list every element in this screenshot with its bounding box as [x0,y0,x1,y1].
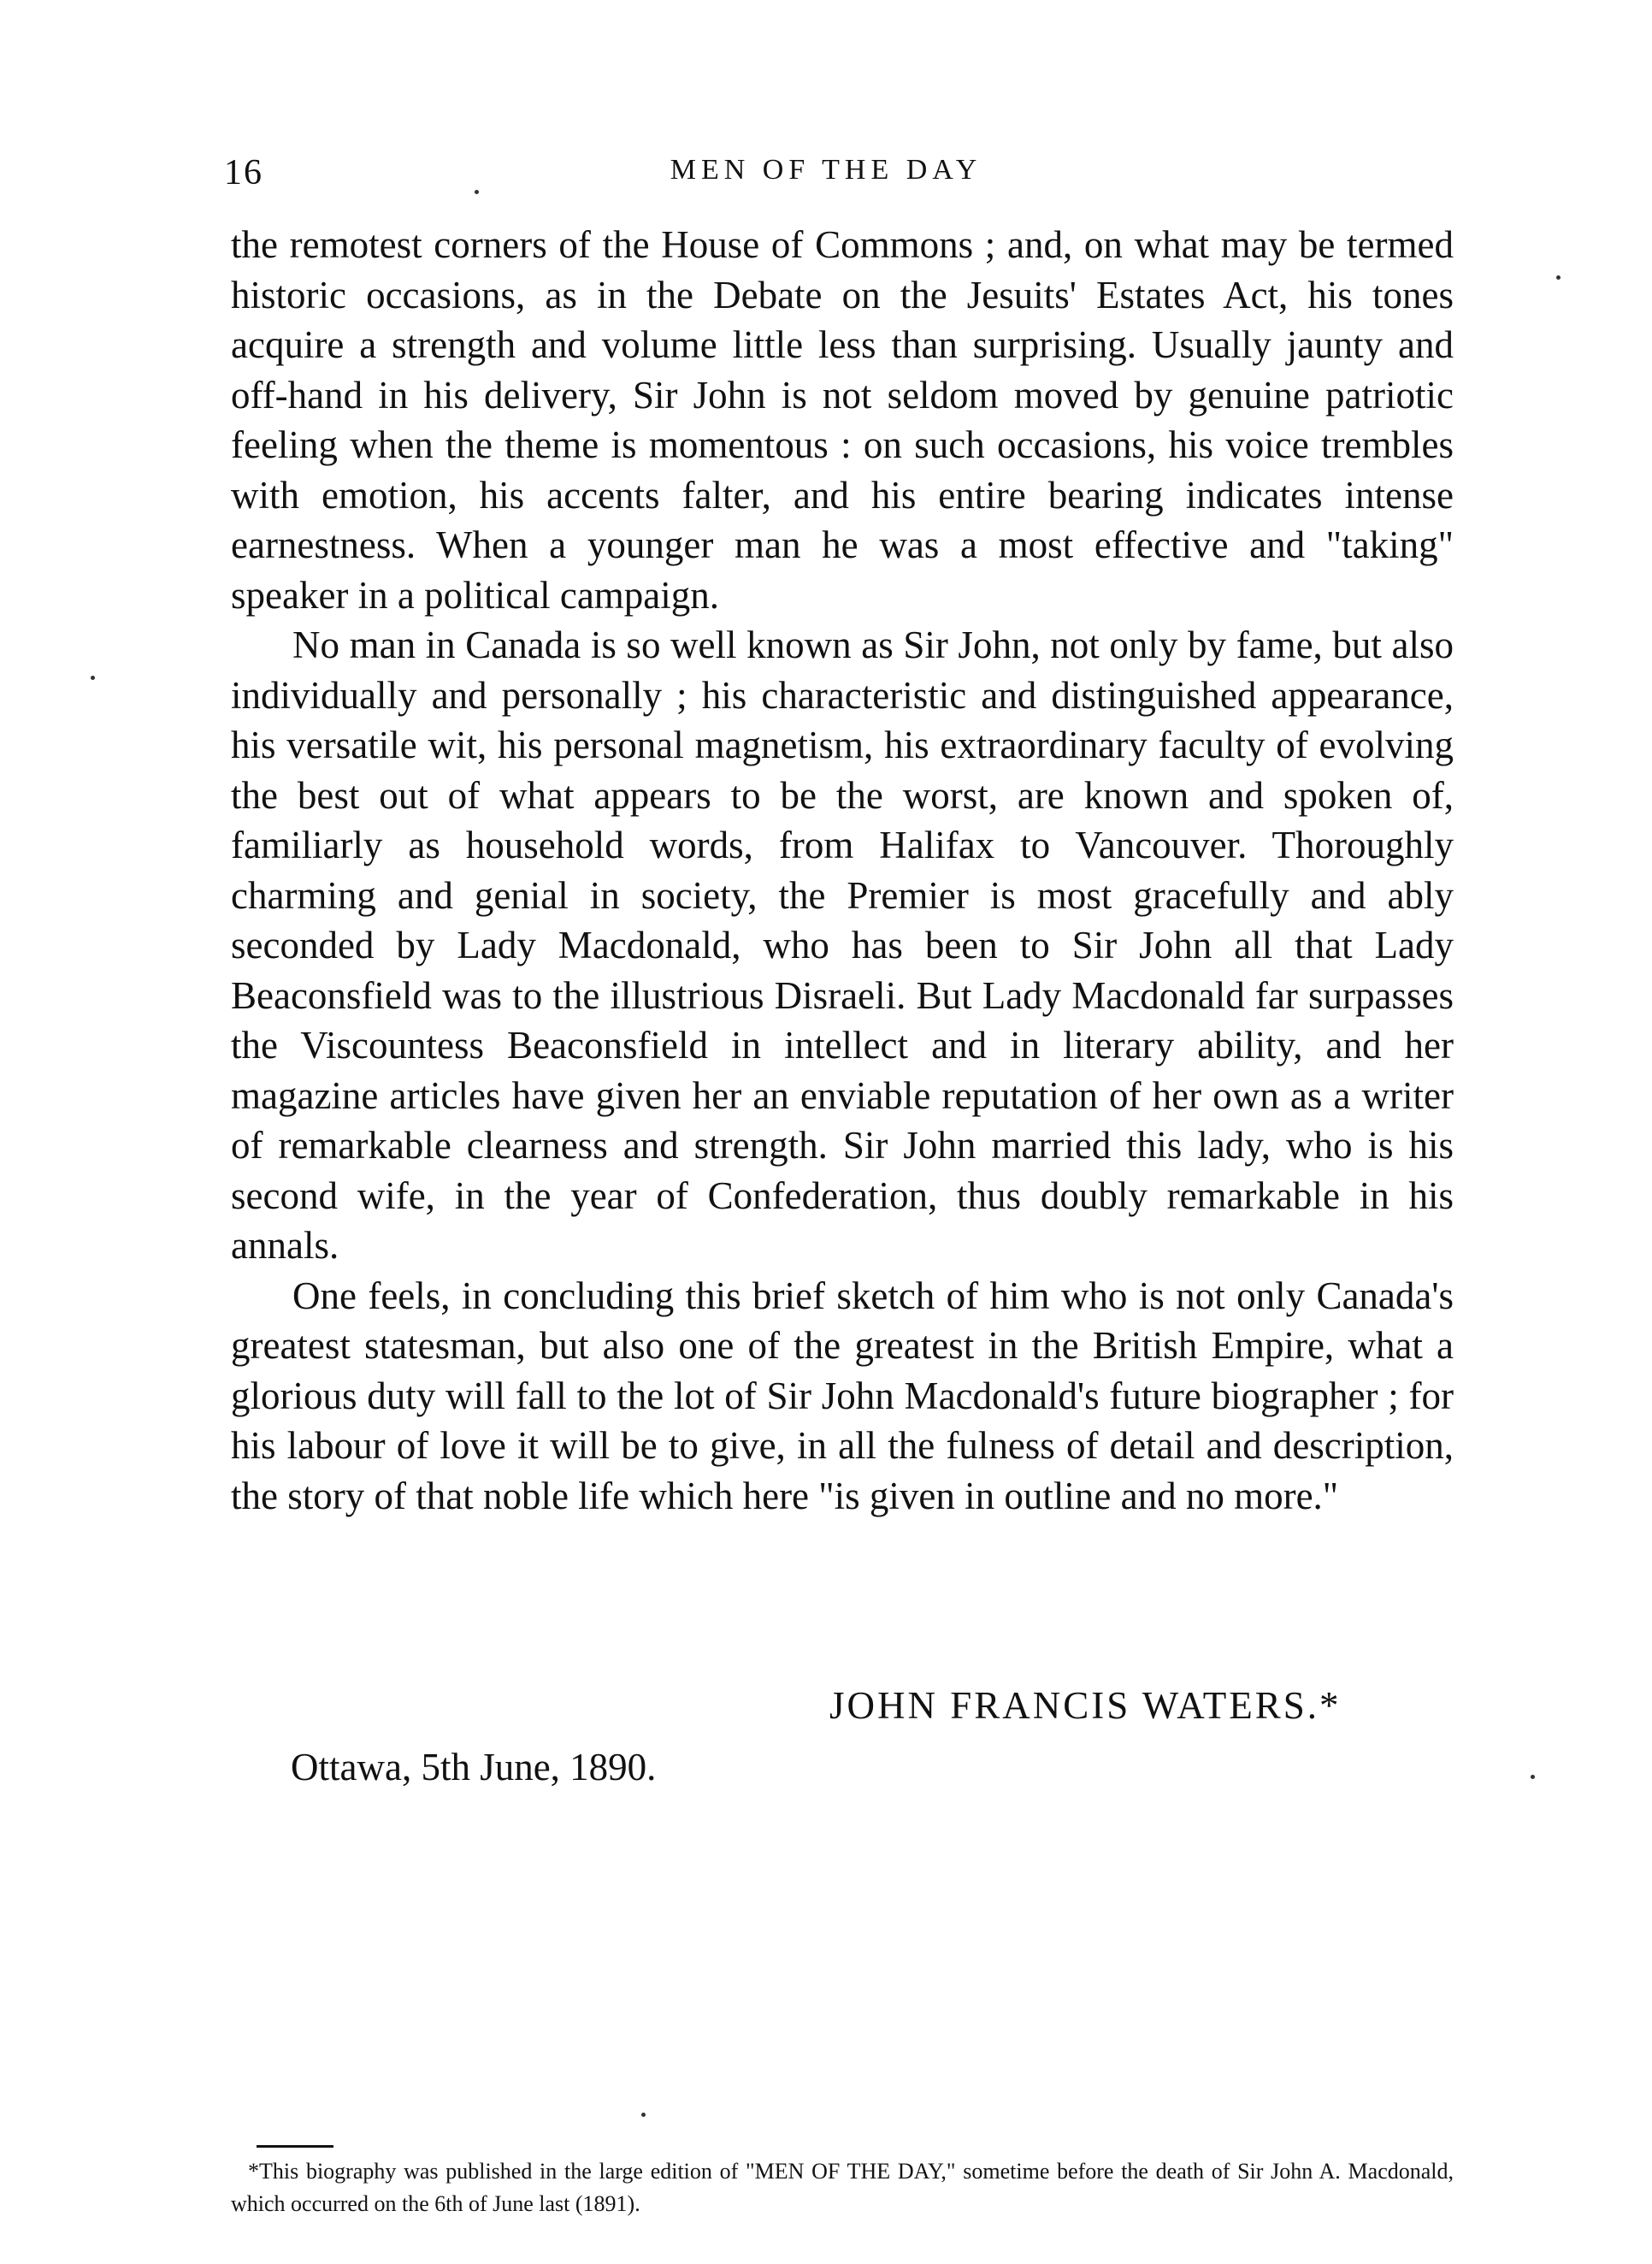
print-speck [1556,275,1561,280]
print-speck [641,2113,646,2117]
footnote: *This biography was published in the large edition of "MEN OF THE DAY," sometime before the death of Sir John A. Macdonald, which occurred on the 6th of June last (1891). [231,2159,1454,2216]
running-title: MEN OF THE DAY [670,154,982,186]
body-text [231,220,1454,1521]
author-signature: JOHN FRANCIS WATERS.* [829,1684,1342,1727]
paragraph-1: the remotest corners of the House of Commons ; and, on what may be termed historic occasions, as in the Debate on the Jesuits' Estates Act, his tones acquire a strength and volume little less than surprising. Usually jaunty and off-hand in his delivery, Sir John is not seldom moved by genuine patriotic feeling when the theme is momentous : on such occasions, his voice trembles with emotion, his accents falter, and his entire bearing indicates intense earnestness. When a younger man he was a most effective and "taking" speaker in a political campaign. [231,223,1454,617]
print-speck [1531,1775,1535,1779]
page-number: 16 [224,153,263,192]
footnote-rule [257,2145,333,2148]
dateline: Ottawa, 5th June, 1890. [291,1746,657,1788]
paragraph-2: No man in Canada is so well known as Sir John, not only by fame, but also individually and personally ; his characteristic and distinguished appearance, his versatile wit, his personal magnetism, his extraordinary faculty of evolving the best out of what appears to be the worst, are known and spoken of, familiarly as household words, from Halifax to Vancouver. Thoroughly charming and genial in society, the Premier is most gracefully and ably seconded by Lady Macdonald, who has been to Sir John all that Lady Beaconsfield was to the illustrious Disraeli. But Lady Macdonald far surpasses the Viscountess Beaconsfield in intellect and in literary ability, and her magazine articles have given her an enviable reputation of her own as a writer of remarkable clearness and strength. Sir John married this lady, who is his second wife, in the year of Confederation, thus doubly remarkable in his annals. [231,624,1454,1267]
print-speck [91,676,95,680]
print-speck [475,190,479,194]
paragraph-3: One feels, in concluding this brief sketch of him who is not only Canada's greatest statesman, but also one of the greatest in the British Empire, what a glorious duty will fall to the lot of Sir John Macdonald's future biographer ; for his labour of love it will be to give, in all the fulness of detail and description, the story of that noble life which here "is given in outline and no more." [231,1274,1454,1517]
